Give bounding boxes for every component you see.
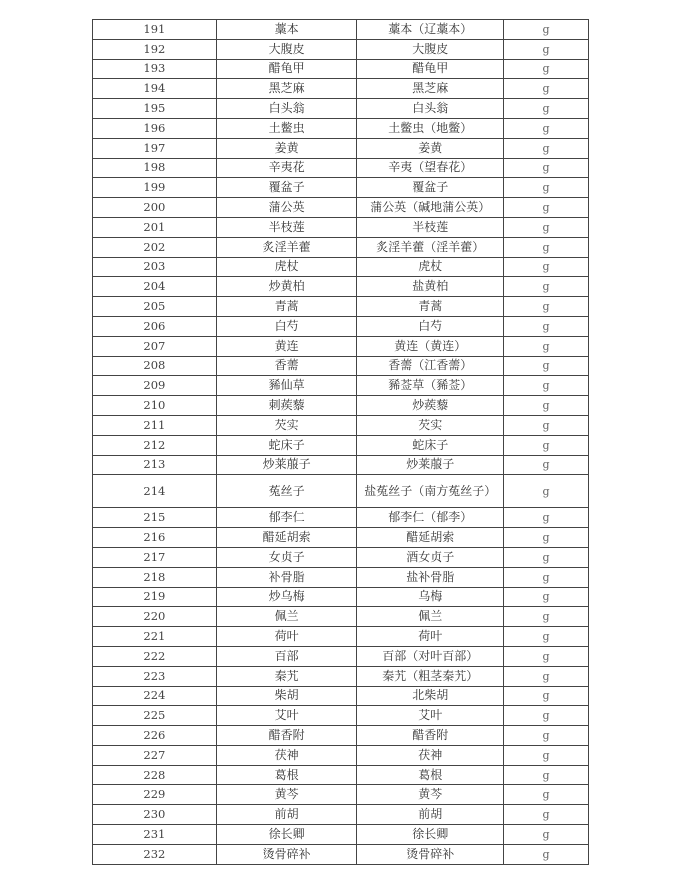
row-number: 203 bbox=[93, 257, 217, 277]
herb-name: 烫骨碎补 bbox=[216, 844, 357, 864]
herb-spec: 豨莶草（豨莶） bbox=[357, 376, 504, 396]
row-number: 232 bbox=[93, 844, 217, 864]
table-row bbox=[93, 316, 589, 336]
unit: g bbox=[504, 587, 589, 607]
row-number: 198 bbox=[93, 158, 217, 178]
unit: g bbox=[504, 765, 589, 785]
table-row bbox=[93, 785, 589, 805]
row-number: 222 bbox=[93, 646, 217, 666]
table-row bbox=[93, 257, 589, 277]
herb-name: 女贞子 bbox=[216, 547, 357, 567]
herb-spec: 土鳖虫（地鳖） bbox=[357, 118, 504, 138]
row-number: 221 bbox=[93, 627, 217, 647]
herb-name: 黑芝麻 bbox=[216, 79, 357, 99]
row-number: 195 bbox=[93, 99, 217, 119]
herb-spec: 醋延胡索 bbox=[357, 528, 504, 548]
row-number: 205 bbox=[93, 297, 217, 317]
herb-spec: 乌梅 bbox=[357, 587, 504, 607]
unit: g bbox=[504, 198, 589, 218]
table-row bbox=[93, 455, 589, 475]
row-number: 228 bbox=[93, 765, 217, 785]
row-number: 207 bbox=[93, 336, 217, 356]
herb-name: 黄芩 bbox=[216, 785, 357, 805]
herb-name: 佩兰 bbox=[216, 607, 357, 627]
table-row bbox=[93, 59, 589, 79]
unit: g bbox=[504, 376, 589, 396]
table-row bbox=[93, 844, 589, 864]
herb-name: 土鳖虫 bbox=[216, 118, 357, 138]
row-number: 191 bbox=[93, 20, 217, 40]
herb-spec: 徐长卿 bbox=[357, 825, 504, 845]
unit: g bbox=[504, 277, 589, 297]
herb-name: 覆盆子 bbox=[216, 178, 357, 198]
herb-name: 虎杖 bbox=[216, 257, 357, 277]
table-row bbox=[93, 745, 589, 765]
row-number: 220 bbox=[93, 607, 217, 627]
herb-spec: 芡实 bbox=[357, 415, 504, 435]
herb-spec: 蒲公英（碱地蒲公英） bbox=[357, 198, 504, 218]
row-number: 231 bbox=[93, 825, 217, 845]
table-row bbox=[93, 217, 589, 237]
unit: g bbox=[504, 435, 589, 455]
row-number: 211 bbox=[93, 415, 217, 435]
herb-spec: 炒蒺藜 bbox=[357, 396, 504, 416]
herb-spec: 醋香附 bbox=[357, 726, 504, 746]
table-row bbox=[93, 607, 589, 627]
herb-name: 荷叶 bbox=[216, 627, 357, 647]
herb-spec: 艾叶 bbox=[357, 706, 504, 726]
table-row bbox=[93, 567, 589, 587]
herb-spec: 黄连（黄连） bbox=[357, 336, 504, 356]
unit: g bbox=[504, 217, 589, 237]
herb-spec: 醋龟甲 bbox=[357, 59, 504, 79]
herb-spec: 藁本（辽藁本） bbox=[357, 20, 504, 40]
unit: g bbox=[504, 706, 589, 726]
table-row bbox=[93, 547, 589, 567]
unit: g bbox=[504, 39, 589, 59]
unit: g bbox=[504, 726, 589, 746]
row-number: 202 bbox=[93, 237, 217, 257]
herb-spec: 盐菟丝子（南方菟丝子） bbox=[357, 475, 504, 508]
herb-spec: 白芍 bbox=[357, 316, 504, 336]
herb-name: 徐长卿 bbox=[216, 825, 357, 845]
herb-name: 姜黄 bbox=[216, 138, 357, 158]
unit: g bbox=[504, 257, 589, 277]
herb-name: 辛夷花 bbox=[216, 158, 357, 178]
table-row bbox=[93, 198, 589, 218]
herb-name: 茯神 bbox=[216, 745, 357, 765]
herb-name: 蒲公英 bbox=[216, 198, 357, 218]
unit: g bbox=[504, 178, 589, 198]
unit: g bbox=[504, 745, 589, 765]
table-row bbox=[93, 178, 589, 198]
row-number: 230 bbox=[93, 805, 217, 825]
herb-name: 藁本 bbox=[216, 20, 357, 40]
herb-spec: 辛夷（望春花） bbox=[357, 158, 504, 178]
herb-table bbox=[92, 19, 589, 865]
unit: g bbox=[504, 508, 589, 528]
herb-name: 炒黄柏 bbox=[216, 277, 357, 297]
table-row bbox=[93, 356, 589, 376]
table-row bbox=[93, 336, 589, 356]
unit: g bbox=[504, 237, 589, 257]
herb-name: 艾叶 bbox=[216, 706, 357, 726]
unit: g bbox=[504, 455, 589, 475]
herb-spec: 大腹皮 bbox=[357, 39, 504, 59]
unit: g bbox=[504, 138, 589, 158]
unit: g bbox=[504, 99, 589, 119]
row-number: 208 bbox=[93, 356, 217, 376]
table-row bbox=[93, 415, 589, 435]
herb-name: 前胡 bbox=[216, 805, 357, 825]
table-row bbox=[93, 277, 589, 297]
herb-name: 黄连 bbox=[216, 336, 357, 356]
herb-name: 炙淫羊藿 bbox=[216, 237, 357, 257]
row-number: 229 bbox=[93, 785, 217, 805]
table-row bbox=[93, 138, 589, 158]
table-row bbox=[93, 297, 589, 317]
table-row bbox=[93, 508, 589, 528]
unit: g bbox=[504, 59, 589, 79]
table-row bbox=[93, 158, 589, 178]
herb-spec: 秦艽（粗茎秦艽） bbox=[357, 666, 504, 686]
table-row bbox=[93, 39, 589, 59]
table-row bbox=[93, 376, 589, 396]
herb-name: 醋龟甲 bbox=[216, 59, 357, 79]
herb-spec: 烫骨碎补 bbox=[357, 844, 504, 864]
table-row bbox=[93, 475, 589, 508]
row-number: 227 bbox=[93, 745, 217, 765]
unit: g bbox=[504, 528, 589, 548]
row-number: 224 bbox=[93, 686, 217, 706]
herb-spec: 青蒿 bbox=[357, 297, 504, 317]
table-row bbox=[93, 646, 589, 666]
herb-name: 秦艽 bbox=[216, 666, 357, 686]
herb-spec: 香薷（江香薷） bbox=[357, 356, 504, 376]
herb-spec: 盐补骨脂 bbox=[357, 567, 504, 587]
herb-spec: 盐黄柏 bbox=[357, 277, 504, 297]
row-number: 213 bbox=[93, 455, 217, 475]
herb-name: 蛇床子 bbox=[216, 435, 357, 455]
unit: g bbox=[504, 316, 589, 336]
row-number: 226 bbox=[93, 726, 217, 746]
row-number: 223 bbox=[93, 666, 217, 686]
table-row bbox=[93, 528, 589, 548]
unit: g bbox=[504, 567, 589, 587]
herb-spec: 郁李仁（郁李） bbox=[357, 508, 504, 528]
unit: g bbox=[504, 627, 589, 647]
unit: g bbox=[504, 415, 589, 435]
row-number: 219 bbox=[93, 587, 217, 607]
row-number: 193 bbox=[93, 59, 217, 79]
herb-name: 醋延胡索 bbox=[216, 528, 357, 548]
unit: g bbox=[504, 785, 589, 805]
herb-spec: 前胡 bbox=[357, 805, 504, 825]
herb-name: 醋香附 bbox=[216, 726, 357, 746]
table-row bbox=[93, 587, 589, 607]
row-number: 212 bbox=[93, 435, 217, 455]
unit: g bbox=[504, 547, 589, 567]
herb-name: 豨仙草 bbox=[216, 376, 357, 396]
row-number: 201 bbox=[93, 217, 217, 237]
unit: g bbox=[504, 805, 589, 825]
unit: g bbox=[504, 686, 589, 706]
herb-name: 白头翁 bbox=[216, 99, 357, 119]
herb-name: 半枝莲 bbox=[216, 217, 357, 237]
row-number: 210 bbox=[93, 396, 217, 416]
herb-spec: 炒莱菔子 bbox=[357, 455, 504, 475]
herb-spec: 北柴胡 bbox=[357, 686, 504, 706]
unit: g bbox=[504, 396, 589, 416]
table-row bbox=[93, 805, 589, 825]
unit: g bbox=[504, 475, 589, 508]
table-row bbox=[93, 79, 589, 99]
row-number: 199 bbox=[93, 178, 217, 198]
table-row bbox=[93, 706, 589, 726]
herb-name: 菟丝子 bbox=[216, 475, 357, 508]
herb-name: 刺蒺藜 bbox=[216, 396, 357, 416]
herb-spec: 覆盆子 bbox=[357, 178, 504, 198]
herb-table-body bbox=[93, 20, 589, 865]
table-row bbox=[93, 396, 589, 416]
unit: g bbox=[504, 825, 589, 845]
herb-spec: 姜黄 bbox=[357, 138, 504, 158]
herb-spec: 佩兰 bbox=[357, 607, 504, 627]
row-number: 196 bbox=[93, 118, 217, 138]
herb-spec: 黄芩 bbox=[357, 785, 504, 805]
table-row bbox=[93, 99, 589, 119]
herb-name: 百部 bbox=[216, 646, 357, 666]
unit: g bbox=[504, 336, 589, 356]
unit: g bbox=[504, 297, 589, 317]
herb-name: 白芍 bbox=[216, 316, 357, 336]
herb-spec: 百部（对叶百部） bbox=[357, 646, 504, 666]
herb-spec: 葛根 bbox=[357, 765, 504, 785]
unit: g bbox=[504, 607, 589, 627]
herb-name: 葛根 bbox=[216, 765, 357, 785]
unit: g bbox=[504, 356, 589, 376]
row-number: 215 bbox=[93, 508, 217, 528]
table-row bbox=[93, 726, 589, 746]
unit: g bbox=[504, 118, 589, 138]
herb-name: 青蒿 bbox=[216, 297, 357, 317]
table-row bbox=[93, 20, 589, 40]
row-number: 197 bbox=[93, 138, 217, 158]
table-row bbox=[93, 686, 589, 706]
table-row bbox=[93, 237, 589, 257]
row-number: 214 bbox=[93, 475, 217, 508]
herb-name: 芡实 bbox=[216, 415, 357, 435]
herb-spec: 半枝莲 bbox=[357, 217, 504, 237]
row-number: 209 bbox=[93, 376, 217, 396]
table-row bbox=[93, 435, 589, 455]
row-number: 225 bbox=[93, 706, 217, 726]
herb-spec: 黑芝麻 bbox=[357, 79, 504, 99]
table-row bbox=[93, 118, 589, 138]
row-number: 192 bbox=[93, 39, 217, 59]
row-number: 200 bbox=[93, 198, 217, 218]
herb-name: 郁李仁 bbox=[216, 508, 357, 528]
table-row bbox=[93, 765, 589, 785]
herb-name: 大腹皮 bbox=[216, 39, 357, 59]
herb-name: 柴胡 bbox=[216, 686, 357, 706]
row-number: 216 bbox=[93, 528, 217, 548]
herb-name: 补骨脂 bbox=[216, 567, 357, 587]
row-number: 206 bbox=[93, 316, 217, 336]
table-row bbox=[93, 627, 589, 647]
row-number: 204 bbox=[93, 277, 217, 297]
herb-name: 炒乌梅 bbox=[216, 587, 357, 607]
herb-spec: 酒女贞子 bbox=[357, 547, 504, 567]
herb-spec: 蛇床子 bbox=[357, 435, 504, 455]
herb-name: 香薷 bbox=[216, 356, 357, 376]
herb-spec: 荷叶 bbox=[357, 627, 504, 647]
herb-spec: 虎杖 bbox=[357, 257, 504, 277]
unit: g bbox=[504, 79, 589, 99]
table-row bbox=[93, 666, 589, 686]
herb-spec: 白头翁 bbox=[357, 99, 504, 119]
herb-name: 炒莱菔子 bbox=[216, 455, 357, 475]
table-row bbox=[93, 825, 589, 845]
unit: g bbox=[504, 158, 589, 178]
herb-spec: 茯神 bbox=[357, 745, 504, 765]
herb-spec: 炙淫羊藿（淫羊藿） bbox=[357, 237, 504, 257]
row-number: 217 bbox=[93, 547, 217, 567]
unit: g bbox=[504, 666, 589, 686]
row-number: 218 bbox=[93, 567, 217, 587]
row-number: 194 bbox=[93, 79, 217, 99]
unit: g bbox=[504, 844, 589, 864]
unit: g bbox=[504, 646, 589, 666]
unit: g bbox=[504, 20, 589, 40]
